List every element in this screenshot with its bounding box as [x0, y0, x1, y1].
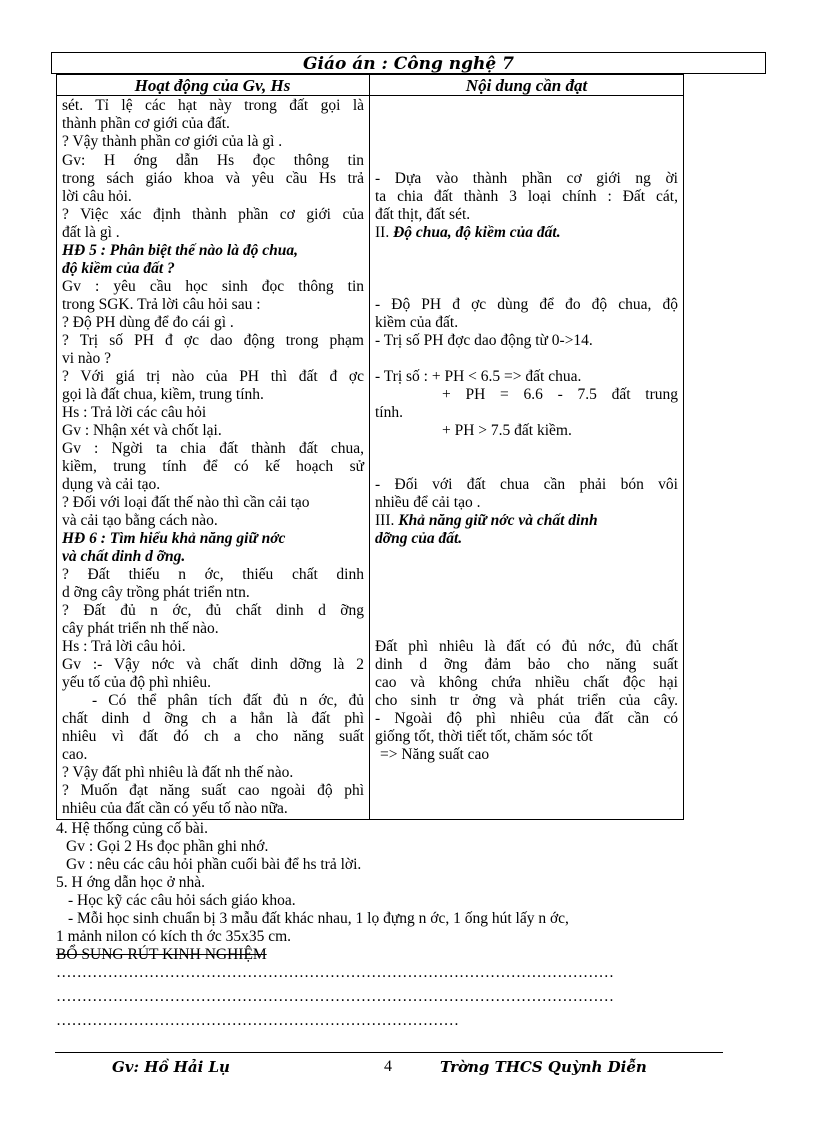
- right-line: + PH > 7.5 đất kiềm.: [442, 422, 572, 439]
- right-line: Đất phì nhiêu là đất có đủ nớc, đủ chất: [375, 638, 678, 655]
- activity-heading: HĐ 6 : Tìm hiểu khả năng giữ nớc: [62, 530, 286, 547]
- right-line: - Độ PH đ ợc dùng để đo độ chua, độ: [375, 296, 678, 313]
- text-line: Gv : nêu các câu hỏi phần cuối bài để hs trả lời.: [66, 856, 362, 873]
- footer-school: Trờng THCS Quỳnh Diễn: [440, 1058, 647, 1076]
- left-line: ? Việc xác định thành phần cơ giới của: [62, 206, 364, 223]
- left-line: và cải tạo bằng cách nào.: [62, 512, 218, 529]
- left-line: ? Với giá trị nào của PH thì đất đ ợc: [62, 368, 364, 385]
- right-line: cao và không chứa nhiều chất độc hại: [375, 674, 678, 691]
- text-line: Gv : Gọi 2 Hs đọc phần ghi nhớ.: [66, 838, 269, 855]
- right-line: đất thịt, đất sét.: [375, 206, 471, 223]
- left-line: cây phát triển nh thế nào.: [62, 620, 219, 637]
- left-line: Hs : Trả lời câu hỏi.: [62, 638, 186, 655]
- right-line: - Trị số : + PH < 6.5 => đất chua.: [375, 368, 582, 385]
- right-section-heading: [375, 224, 678, 242]
- footer-rule: [55, 1052, 723, 1053]
- section-number: III.: [375, 512, 395, 529]
- left-line: lời câu hỏi.: [62, 188, 132, 205]
- left-line: gọi là đất chua, kiềm, trung tính.: [62, 386, 264, 403]
- left-line: ? Độ PH dùng để đo cái gì .: [62, 314, 234, 331]
- left-line: kiềm, trung tính để có kế hoạch sử: [62, 458, 364, 475]
- column-divider: [369, 74, 370, 820]
- right-column-header: Nội dung cần đạt: [465, 76, 588, 95]
- left-line: ? Muốn đạt năng suất cao ngoài độ phì: [62, 782, 364, 799]
- right-line: kiềm của đất.: [375, 314, 459, 331]
- page-header-title: Giáo án : Công nghệ 7: [303, 54, 514, 74]
- section-title: Độ chua, độ kiềm của đất.: [393, 224, 561, 241]
- left-line: dụng và cải tạo.: [62, 476, 161, 493]
- right-line: tính.: [375, 404, 403, 421]
- right-line: dỡng của đất.: [375, 530, 463, 547]
- left-line: cao.: [62, 746, 88, 763]
- right-section-heading: [375, 512, 678, 530]
- left-line: - Có thể phân tích đất đủ n ớc, đủ: [92, 692, 364, 709]
- left-line: đất là gì .: [62, 224, 120, 241]
- left-line: yếu tố của độ phì nhiêu.: [62, 674, 211, 691]
- left-line: Hs : Trả lời các câu hỏi: [62, 404, 207, 421]
- left-line: ? Đất thiếu n ớc, thiếu chất dinh: [62, 566, 364, 583]
- right-line: giống tốt, thời tiết tốt, chăm sóc tốt: [375, 728, 593, 745]
- left-line: Gv : Ngời ta chia đất thành đất chua,: [62, 440, 364, 457]
- left-line: vi nào ?: [62, 350, 112, 367]
- left-line: ? Vậy thành phần cơ giới của là gì .: [62, 133, 283, 150]
- section-title: Khả năng giữ nớc và chất dinh: [398, 512, 598, 529]
- left-column-header: Hoạt động của Gv, Hs: [134, 76, 291, 95]
- left-line: nhiêu của đất cần có yếu tố nào nữa.: [62, 800, 288, 817]
- right-line: => Năng suất cao: [380, 746, 490, 763]
- left-line: trong SGK. Trả lời câu hỏi sau :: [62, 296, 261, 313]
- text-line: 1 mảnh nilon có kích th ớc 35x35 cm.: [56, 928, 292, 945]
- right-line: nhiều để cải tạo .: [375, 494, 481, 511]
- left-line: Gv : yêu cầu học sinh đọc thông tin: [62, 278, 364, 295]
- activity-heading: độ kiềm của đất ?: [62, 260, 175, 277]
- left-line: ? Vậy đất phì nhiêu là đất nh thế nào.: [62, 764, 294, 781]
- left-line: Gv : Nhận xét và chốt lại.: [62, 422, 222, 439]
- right-line: cho sinh tr ởng và phát triển của cây.: [375, 692, 678, 709]
- left-line: Gv :- Vậy nớc và chất dinh dỡng là 2: [62, 656, 364, 673]
- section-number: II.: [375, 224, 390, 241]
- right-line: + PH = 6.6 - 7.5 đất trung: [442, 386, 678, 403]
- left-line: thành phần cơ giới của đất.: [62, 115, 230, 132]
- left-line: ? Đối với loại đất thế nào thì cần cải tạo: [62, 494, 310, 511]
- right-line: - Dựa vào thành phần cơ giới ng ời: [375, 170, 678, 187]
- activity-heading: HĐ 5 : Phân biệt thế nào là độ chua,: [62, 242, 298, 259]
- page-number: 4: [384, 1058, 392, 1075]
- dotted-line: ……………………………………………………………………: [56, 1012, 459, 1029]
- left-line: trong sách giáo khoa và yêu cầu Hs trả: [62, 170, 364, 187]
- right-line: - Trị số PH đợc dao động từ 0->14.: [375, 332, 593, 349]
- section-homework: 5. H ớng dẫn học ở nhà.: [56, 874, 205, 891]
- experience-heading: BỔ SUNG RÚT KINH NGHIỆM: [56, 946, 267, 963]
- left-line: d ỡng cây trồng phát triển ntn.: [62, 584, 250, 601]
- left-line: ? Trị số PH đ ợc dao động trong phạm: [62, 332, 364, 349]
- section-consolidation: 4. Hệ thống củng cố bài.: [56, 820, 208, 837]
- left-line: chất dinh d ỡng ch a hẳn là đất phì: [62, 710, 364, 727]
- left-line: sét. Tỉ lệ các hạt này trong đất gọi là: [62, 97, 364, 114]
- right-line: dinh d ỡng đảm bảo cho năng suất: [375, 656, 678, 673]
- dotted-line: ………………………………………………………………………………………………: [56, 988, 614, 1005]
- right-line: ta chia đất thành 3 loại chính : Đất cát,: [375, 188, 678, 205]
- left-line: Gv: H ớng dẫn Hs đọc thông tin: [62, 152, 364, 169]
- dotted-line: ………………………………………………………………………………………………: [56, 964, 614, 981]
- left-line: ? Đất đủ n ớc, đủ chất dinh d ỡng: [62, 602, 364, 619]
- right-line: - Đối với đất chua cần phải bón vôi: [375, 476, 678, 493]
- footer-teacher: Gv: Hồ Hải Lụ: [112, 1058, 230, 1076]
- text-line: - Học kỹ các câu hỏi sách giáo khoa.: [68, 892, 296, 909]
- left-line: nhiêu vì đất đó ch a cho năng suất: [62, 728, 364, 745]
- activity-heading: và chất dinh d ỡng.: [62, 548, 186, 565]
- text-line: - Mỗi học sinh chuẩn bị 3 mẫu đất khác nhau, 1 lọ đựng n ớc, 1 ống hút lấy n ớc,: [68, 910, 569, 927]
- right-line: - Ngoài độ phì nhiêu của đất cần có: [375, 710, 678, 727]
